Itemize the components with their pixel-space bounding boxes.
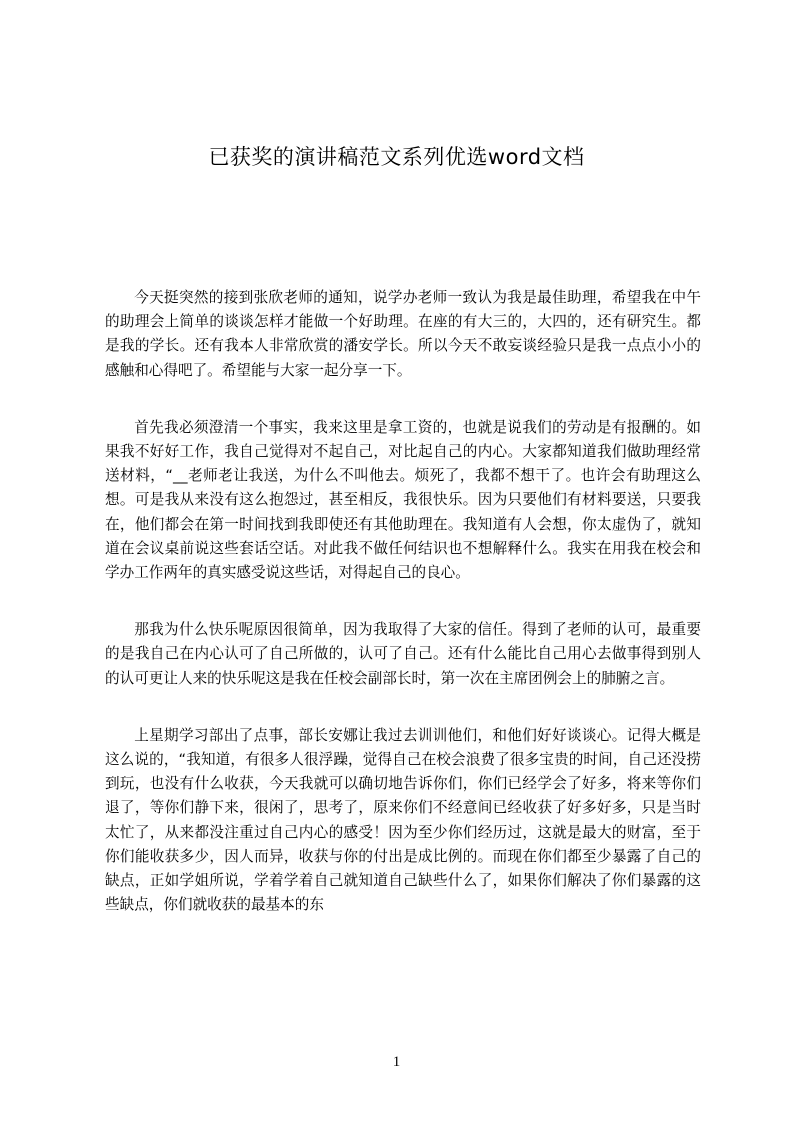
page-number: 1 <box>392 1054 401 1070</box>
paragraph-3: 那我为什么快乐呢原因很简单，因为我取得了大家的信任。得到了老师的认可，最重要的是我自己在内心认可了自己所做的，认可了自己。还有什么能比自己用心去做事得到别人的认可更让人来的快乐呢这是我在任校会副部长时，第一次在主席团例会上的肺腑之言。 <box>105 621 701 687</box>
paragraph-2: 首先我必须澄清一个事实，我来这里是拿工资的，也就是说我们的劳动是有报酬的。如果我不好好工作，我自己觉得对不起自己，对比起自己的内心。大家都知道我们做助理经常送材料，“__老师老让我送，为什么不叫他去。烦死了，我都不想干了。也许会有助理这么想。可是我从来没有这么抱怨过，甚至相反，我很快乐。因为只要他们有材料要送，只要我在，他们都会在第一时间找到我即使还有其他助理在。我知道有人会想，你太虚伪了，就知道在会议桌前说这些套话空话。对此我不做任何结识也不想解释什么。我实在用我在校会和学办工作两年的真实感受说这些话，对得起自己的良心。 <box>105 418 701 582</box>
document-body <box>105 286 701 950</box>
paragraph-4: 上星期学习部出了点事，部长安娜让我过去训训他们，和他们好好谈谈心。记得大概是这么说的，“我知道，有很多人很浮躁，觉得自己在校会浪费了很多宝贵的时间，自己还没捞到玩，也没有什么收获，今天我就可以确切地告诉你们，你们已经学会了好多，将来等你们退了，等你们静下来，很闲了，思考了，原来你们不经意间已经收获了好多好多，只是当时太忙了，从来都没注重过自己内心的感受！因为至少你们经历过，这就是最大的财富，至于你们能收获多少，因人而异，收获与你的付出是成比例的。而现在你们都至少暴露了自己的缺点，正如学姐所说，学着学着自己就知道自己缺些什么了，如果你们解决了你们暴露的这些缺点，你们就收获的最基本的东 <box>105 726 701 914</box>
paragraph-1: 今天挺突然的接到张欣老师的通知，说学办老师一致认为我是最佳助理，希望我在中午的助理会上简单的谈谈怎样才能做一个好助理。在座的有大三的，大四的，还有研究生。都是我的学长。还有我本人非常欣赏的潘安学长。所以今天不敢妄谈经验只是我一点点小小的感触和心得吧了。希望能与大家一起分享一下。 <box>105 289 701 379</box>
document-title: 已获奖的演讲稿范文系列优选word文档 <box>208 145 585 169</box>
